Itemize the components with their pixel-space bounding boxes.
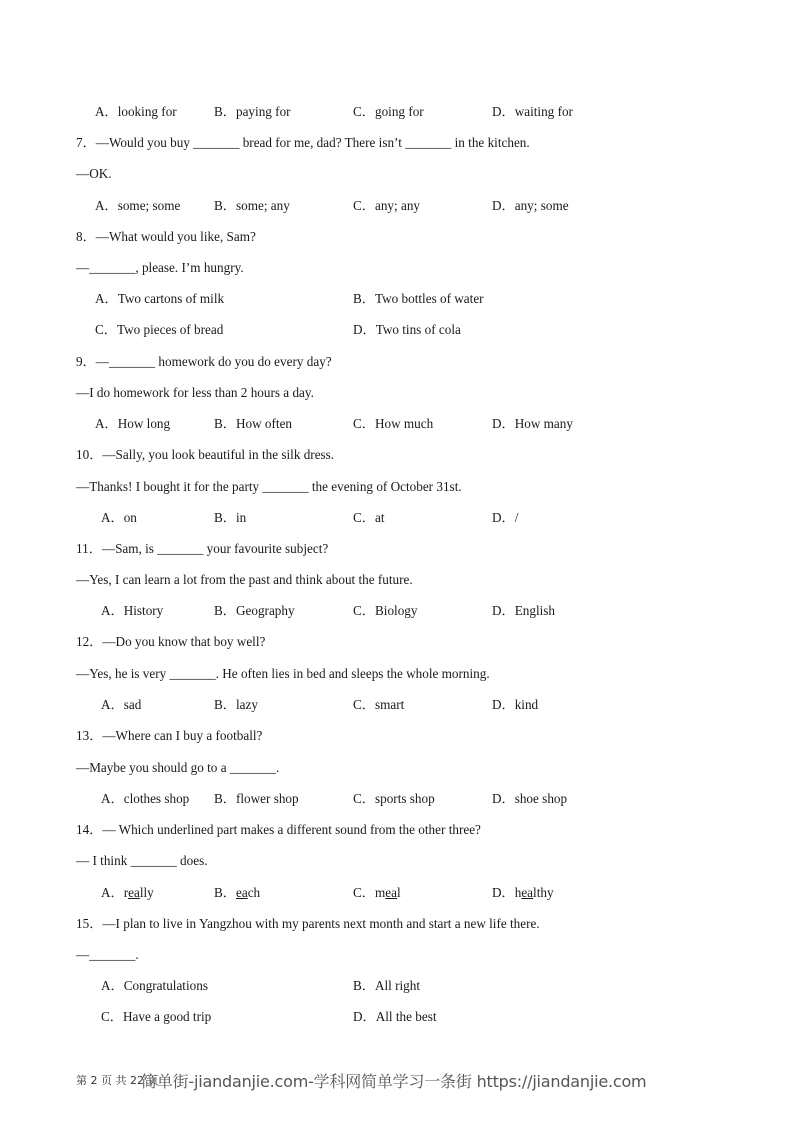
q6-option-a: A．looking for	[95, 104, 177, 119]
q9-option-c: C．How much	[353, 416, 434, 431]
page-number: 第 2 页 共 22 页	[76, 1074, 159, 1087]
watermark-text: 简单街-jiandanjie.com-学科网简单学习一条街 https://jiandanjie.com	[141, 1072, 647, 1091]
q9-options	[0, 416, 793, 432]
q10-reply: —Thanks! I bought it for the party _______ the evening of October 31st.	[76, 479, 462, 494]
q15-option-c: C．Have a good trip	[101, 1009, 212, 1024]
q10-option-a: A．on	[101, 510, 137, 525]
q14-option-c: C．meal	[353, 885, 401, 900]
q8-options-row2	[0, 322, 793, 338]
q10-option-b: B．in	[214, 510, 247, 525]
underlined-part: ea	[385, 885, 397, 900]
underlined-part: ea	[128, 885, 140, 900]
q12-option-a: A．sad	[101, 697, 142, 712]
q8-option-d: D．Two tins of cola	[353, 322, 461, 337]
q11-option-a: A．History	[101, 603, 164, 618]
q14-stem: 14．— Which underlined part makes a different sound from the other three?	[76, 822, 481, 837]
q6-option-c: C．going for	[353, 104, 424, 119]
q14-option-d: D．healthy	[492, 885, 554, 900]
q10-options	[0, 510, 793, 526]
q10-option-d: D．/	[492, 510, 519, 525]
underlined-part: ea	[235, 885, 248, 900]
q6-option-b: B．paying for	[214, 104, 291, 119]
q12-option-c: C．smart	[353, 697, 405, 712]
q6-option-d: D．waiting for	[492, 104, 573, 119]
q12-option-b: B．lazy	[214, 697, 258, 712]
q8-stem: 8．—What would you like, Sam?	[76, 229, 256, 244]
q14-reply: — I think _______ does.	[76, 853, 208, 868]
q15-option-b: B．All right	[353, 978, 421, 993]
q13-option-a: A．clothes shop	[101, 791, 190, 806]
q8-reply: —_______, please. I’m hungry.	[76, 260, 244, 275]
q8-option-a: A．Two cartons of milk	[95, 291, 225, 306]
q10-stem: 10．—Sally, you look beautiful in the silk dress.	[76, 447, 335, 462]
q12-stem: 12．—Do you know that boy well?	[76, 634, 266, 649]
q7-option-c: C．any; any	[353, 198, 421, 213]
q13-reply: —Maybe you should go to a _______.	[76, 760, 280, 775]
q11-options	[0, 603, 793, 619]
q13-options	[0, 791, 793, 807]
q8-option-b: B．Two bottles of water	[353, 291, 484, 306]
q12-option-d: D．kind	[492, 697, 539, 712]
q15-option-d: D．All the best	[353, 1009, 437, 1024]
q6-options	[0, 104, 793, 120]
q14-options	[0, 885, 793, 901]
q9-reply: —I do homework for less than 2 hours a day.	[76, 385, 314, 400]
q14-option-b: B．each	[214, 885, 261, 900]
q15-reply: —_______.	[76, 947, 139, 962]
q9-stem: 9．—_______ homework do you do every day?	[76, 354, 332, 369]
q15-stem: 15．—I plan to live in Yangzhou with my parents next month and start a new life there.	[76, 916, 540, 931]
q12-reply: —Yes, he is very _______. He often lies in bed and sleeps the whole morning.	[76, 666, 490, 681]
q11-stem: 11．—Sam, is _______ your favourite subject?	[76, 541, 329, 556]
q9-option-b: B．How often	[214, 416, 293, 431]
q7-stem: 7．—Would you buy _______ bread for me, dad? There isn’t _______ in the kitchen.	[76, 135, 530, 150]
q11-option-d: D．English	[492, 603, 556, 618]
q11-option-b: B．Geography	[214, 603, 295, 618]
q9-option-d: D．How many	[492, 416, 573, 431]
q7-reply: —OK.	[76, 166, 112, 181]
q7-option-b: B．some; any	[214, 198, 290, 213]
underlined-part: ea	[521, 885, 534, 900]
q13-stem: 13．—Where can I buy a football?	[76, 728, 263, 743]
q7-option-d: D．any; some	[492, 198, 569, 213]
q12-options	[0, 697, 793, 713]
q8-option-c: C．Two pieces of bread	[95, 322, 224, 337]
q15-options-row1	[0, 978, 793, 994]
q15-options-row2	[0, 1009, 793, 1025]
q7-options	[0, 198, 793, 214]
q8-options-row1	[0, 291, 793, 307]
q15-option-a: A．Congratulations	[101, 978, 208, 993]
q13-option-d: D．shoe shop	[492, 791, 568, 806]
q10-option-c: C．at	[353, 510, 385, 525]
q9-option-a: A．How long	[95, 416, 171, 431]
q13-option-c: C．sports shop	[353, 791, 435, 806]
q11-option-c: C．Biology	[353, 603, 418, 618]
q11-reply: —Yes, I can learn a lot from the past and think about the future.	[76, 572, 413, 587]
q13-option-b: B．flower shop	[214, 791, 299, 806]
q14-option-a: A．really	[101, 885, 154, 900]
q7-option-a: A．some; some	[95, 198, 181, 213]
